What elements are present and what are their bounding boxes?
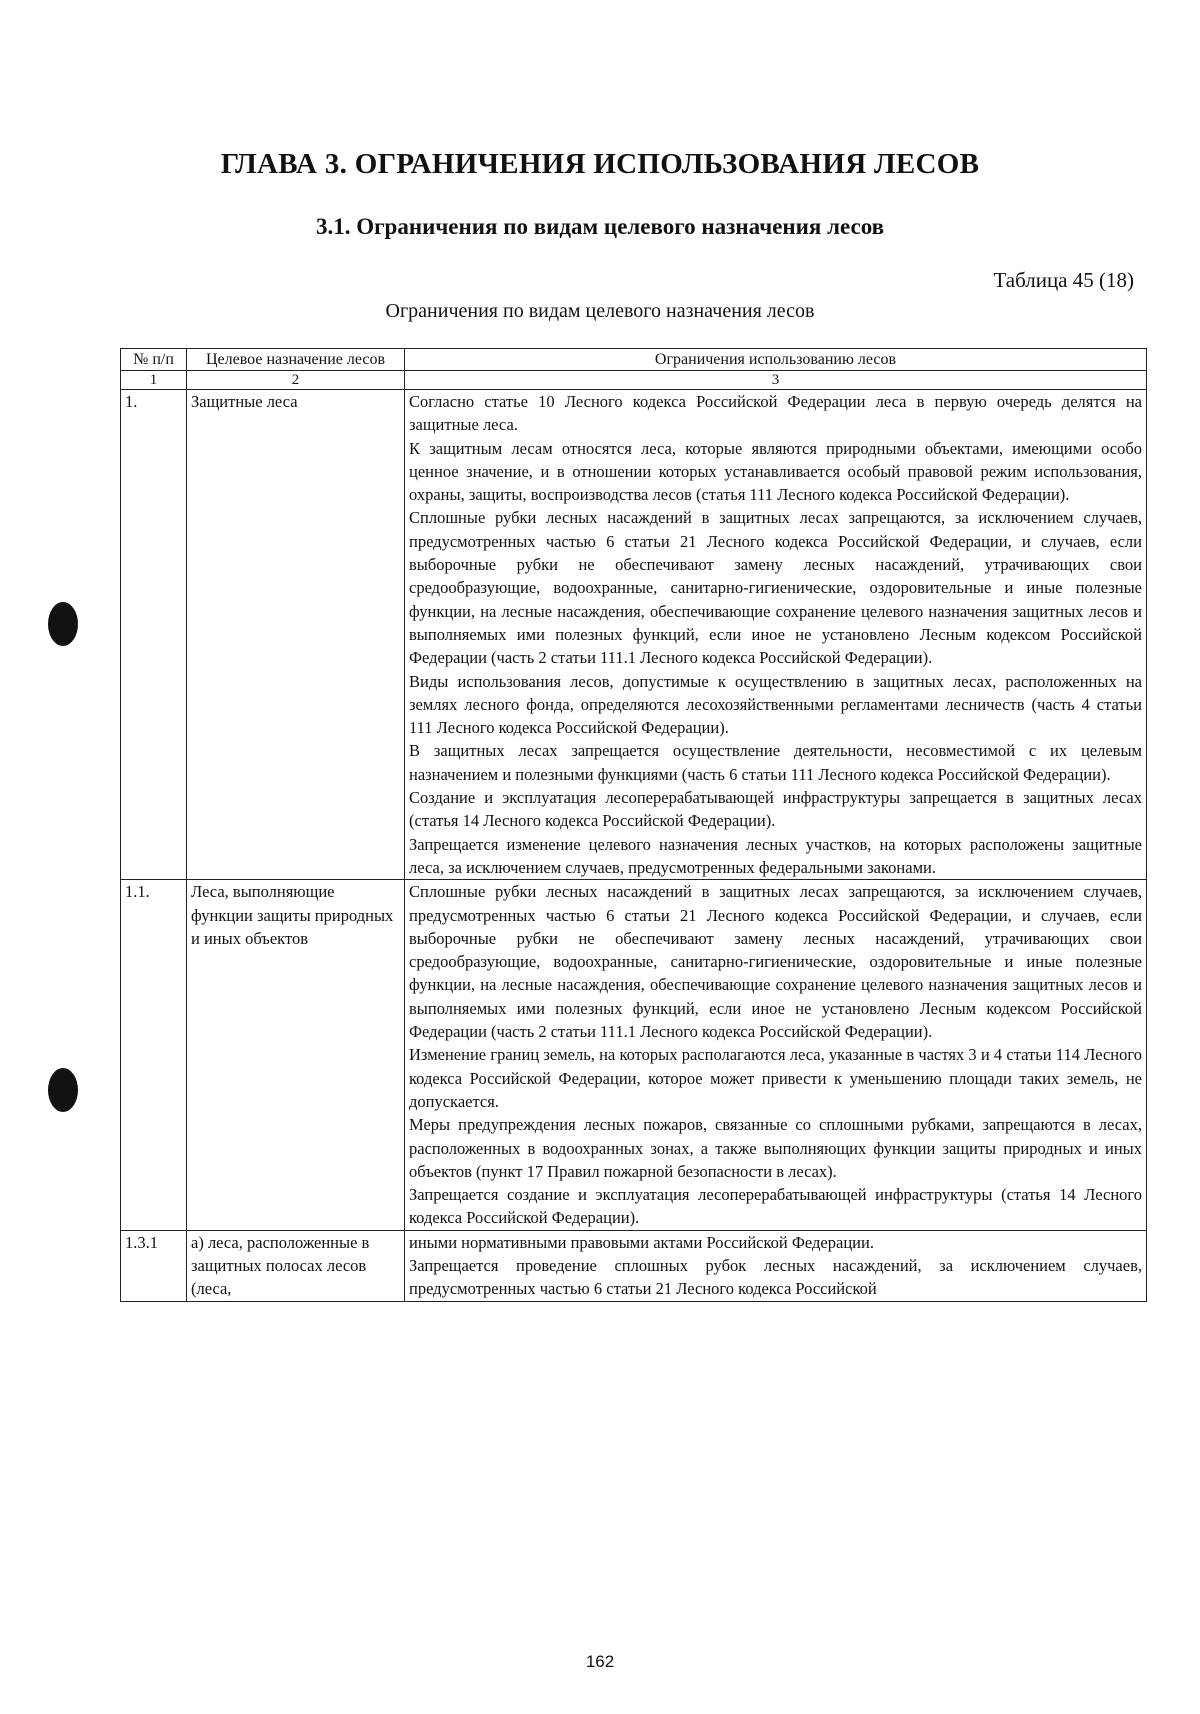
column-number: 3 xyxy=(405,371,1147,390)
chapter-title: ГЛАВА 3. ОГРАНИЧЕНИЯ ИСПОЛЬЗОВАНИЯ ЛЕСОВ xyxy=(220,148,980,180)
row-number: 1.3.1 xyxy=(121,1230,187,1301)
header-purpose: Целевое назначение лесов xyxy=(187,349,405,371)
row-restrictions xyxy=(405,390,1147,880)
restrictions-table xyxy=(120,348,1147,1302)
restriction-paragraph: Виды использования лесов, допустимые к осуществлению в защитных лесах, расположенных на землях лесного фонда, определяются лесохозяйственными регламентами лесничеств (часть 4 статьи 111 Лесного кодекса Российской Федерации). xyxy=(409,671,1142,738)
table-number: Таблица 45 (18) xyxy=(993,268,1134,292)
restriction-paragraph: Меры предупреждения лесных пожаров, связанные со сплошными рубками, запрещаются в лесах, расположенных в водоохранных зонах, а также выполняющих функции защиты природных и иных объектов (пункт 17 Правил пожарной безопасности в лесах). xyxy=(409,1115,1142,1181)
table-header-row xyxy=(121,349,1147,371)
row-restrictions xyxy=(405,880,1147,1230)
purpose-text: а) леса, расположенные в защитных полосах лесов (леса, xyxy=(191,1232,370,1299)
row-number: 1.1. xyxy=(121,880,187,1230)
restriction-paragraph: Запрещается создание и эксплуатация лесоперерабатывающей инфраструктуры (статья 14 Лесного кодекса Российской Федерации). xyxy=(409,1185,1142,1228)
table-row xyxy=(121,1230,1147,1301)
restriction-paragraph: Сплошные рубки лесных насаждений в защитных лесах запрещаются, за исключением случаев, предусмотренных частью 6 статьи 21 Лесного кодекса Российской Федерации, и случаев, если выборочные рубки не обеспечивают замену лесных насаждений, утрачивающих свои средообразующие, водоохранные, санитарно-гигиенические, оздоровительные и иные полезные функции, на лесные насаждения, обеспечивающие сохранение целевого назначения защитных лесов и выполняемых ими полезных функций, если иное не установлено Лесным кодексом Российской Федерации (часть 2 статьи 111.1 Лесного кодекса Российской Федерации). xyxy=(409,882,1142,1042)
row-purpose xyxy=(187,1230,405,1301)
restriction-paragraph: Создание и эксплуатация лесоперерабатывающей инфраструктуры запрещается в защитных лесах (статья 14 Лесного кодекса Российской Федерации). xyxy=(409,788,1142,831)
purpose-text: Леса, выполняющие функции защиты природных и иных объектов xyxy=(191,882,394,948)
row-purpose xyxy=(187,880,405,1230)
column-number: 1 xyxy=(121,371,187,390)
page-number: 162 xyxy=(585,1652,615,1671)
row-purpose xyxy=(187,390,405,880)
restriction-paragraph: В защитных лесах запрещается осуществление деятельности, несовместимой с их целевым назначением и полезными функциями (часть 6 статьи 111 Лесного кодекса Российской Федерации). xyxy=(409,741,1142,784)
row-number: 1. xyxy=(121,390,187,880)
row-restrictions xyxy=(405,1230,1147,1301)
table-caption: Ограничения по видам целевого назначения лесов xyxy=(385,300,815,322)
header-num: № п/п xyxy=(121,349,187,371)
restriction-paragraph: Запрещается проведение сплошных рубок лесных насаждений, за исключением случаев, предусмотренных частью 6 статьи 21 Лесного кодекса Российской xyxy=(409,1255,1142,1299)
header-restrictions: Ограничения использованию лесов xyxy=(405,349,1147,371)
section-title: 3.1. Ограничения по видам целевого назначения лесов xyxy=(315,214,885,239)
punch-hole-mark xyxy=(48,1068,78,1112)
purpose-text: Защитные леса xyxy=(191,392,298,411)
column-number: 2 xyxy=(187,371,405,390)
restriction-paragraph: К защитным лесам относятся леса, которые являются природными объектами, имеющими особо ценное значение, и в отношении которых устанавливается особый правовой режим использования, охраны, защиты, воспроизводства лесов (статья 111 Лесного кодекса Российской Федерации). xyxy=(409,438,1142,505)
restriction-paragraph: Изменение границ земель, на которых располагаются леса, указанные в частях 3 и 4 статьи 114 Лесного кодекса Российской Федерации, которое может привести к уменьшению площади таких земель, не допускается. xyxy=(409,1045,1142,1111)
restriction-paragraph: Согласно статье 10 Лесного кодекса Российской Федерации леса в первую очередь делятся на защитные леса. xyxy=(409,392,1142,435)
column-number-row xyxy=(121,371,1147,390)
table-row xyxy=(121,880,1147,1230)
restriction-paragraph: Сплошные рубки лесных насаждений в защитных лесах запрещаются, за исключением случаев, предусмотренных частью 6 статьи 21 Лесного кодекса Российской Федерации, и случаев, если выборочные рубки не обеспечивают замену лесных насаждений, утрачивающих свои средообразующие, водоохранные, санитарно-гигиенические, оздоровительные и иные полезные функции, на лесные насаждения, обеспечивающие сохранение целевого назначения защитных лесов и выполняемых ими полезных функций, если иное не установлено Лесным кодексом Российской Федерации (часть 2 статьи 111.1 Лесного кодекса Российской Федерации). xyxy=(409,508,1142,668)
punch-hole-mark xyxy=(48,602,78,646)
restriction-paragraph: иными нормативными правовыми актами Российской Федерации. xyxy=(409,1232,874,1252)
table-row xyxy=(121,390,1147,880)
restriction-paragraph: Запрещается изменение целевого назначения лесных участков, на которых расположены защитные леса, за исключением случаев, предусмотренных федеральными законами. xyxy=(409,834,1142,877)
